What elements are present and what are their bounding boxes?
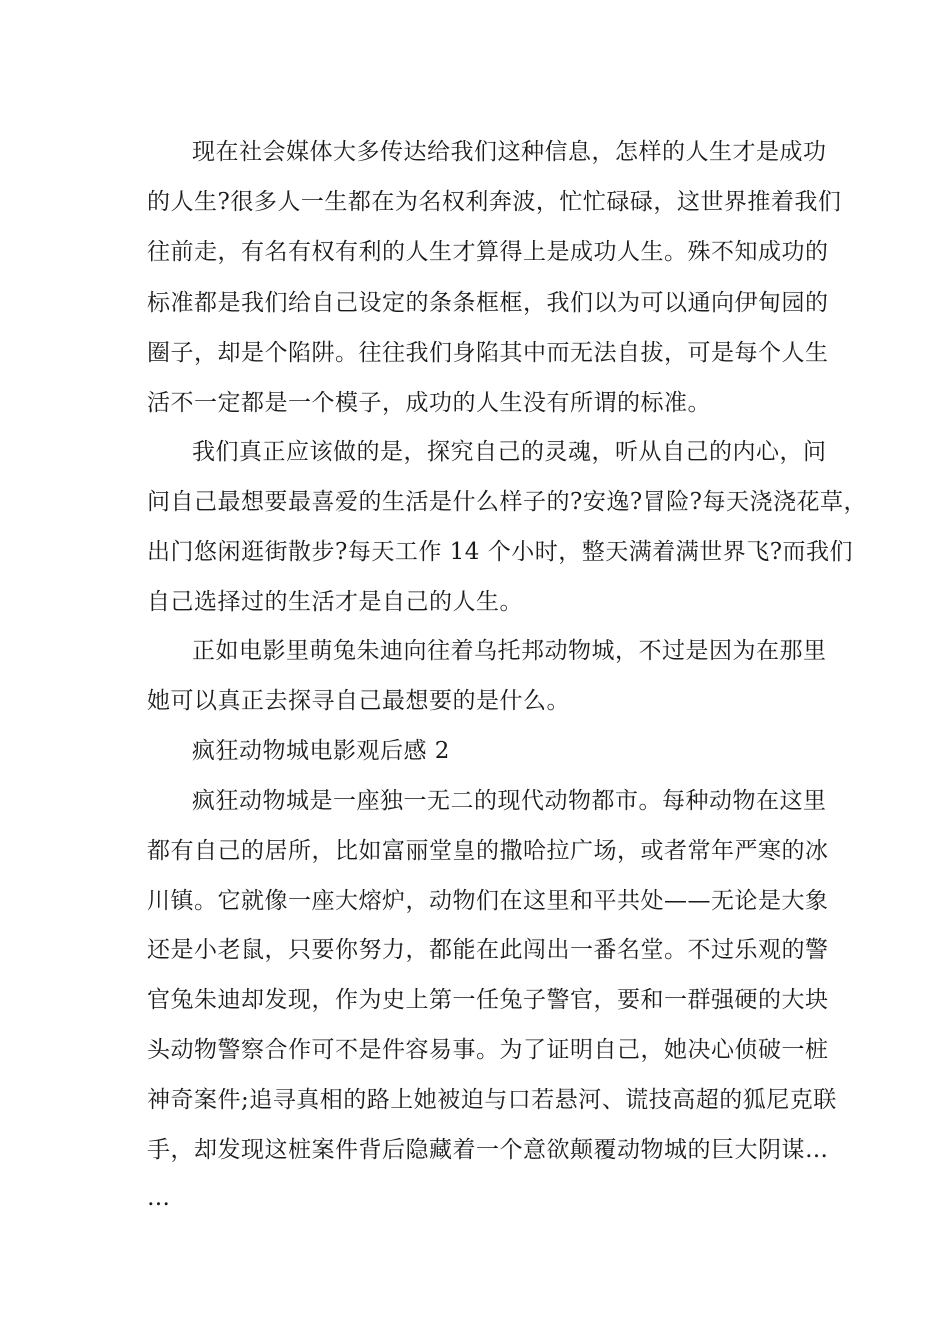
paragraph-line: 出门悠闲逛街散步?每天工作 14 个小时，整天满着满世界飞?而我们 bbox=[147, 539, 854, 565]
paragraph-line: 神奇案件;追寻真相的路上她被迫与口若悬河、谎技高超的狐尼克联 bbox=[147, 1087, 837, 1113]
paragraph-line: 往前走，有名有权有利的人生才算得上是成功人生。殊不知成功的 bbox=[147, 239, 829, 265]
paragraph-line: 疯狂动物城是一座独一无二的现代动物都市。每种动物在这里 bbox=[192, 788, 827, 814]
paragraph-line: … bbox=[147, 1185, 171, 1211]
paragraph-line: 活不一定都是一个模子，成功的人生没有所谓的标准。 bbox=[147, 390, 711, 416]
paragraph-line: 问自己最想要最喜爱的生活是什么样子的?安逸?冒险?每天浇浇花草， bbox=[147, 489, 867, 515]
paragraph-line: 手，却发现这桩案件背后隐藏着一个意欲颠覆动物城的巨大阴谋… bbox=[147, 1137, 829, 1163]
paragraph-line: 官兔朱迪却发现，作为史上第一任兔子警官，要和一群强硬的大块 bbox=[147, 987, 829, 1013]
section-heading: 疯狂动物城电影观后感 2 bbox=[192, 738, 450, 764]
paragraph-line: 正如电影里萌兔朱迪向往着乌托邦动物城，不过是因为在那里 bbox=[192, 638, 827, 664]
paragraph-line: 自己选择过的生活才是自己的人生。 bbox=[147, 589, 523, 615]
paragraph-line: 标准都是我们给自己设定的条条框框，我们以为可以通向伊甸园的 bbox=[147, 290, 829, 316]
paragraph-line: 头动物警察合作可不是件容易事。为了证明自己，她决心侦破一桩 bbox=[147, 1037, 829, 1063]
paragraph-line: 我们真正应该做的是，探究自己的灵魂，听从自己的内心，问 bbox=[192, 439, 827, 465]
paragraph-line: 的人生?很多人一生都在为名权利奔波，忙忙碌碌，这世界推着我们 bbox=[147, 189, 842, 215]
paragraph-line: 圈子，却是个陷阱。往往我们身陷其中而无法自拔，可是每个人生 bbox=[147, 340, 829, 366]
paragraph-line: 川镇。它就像一座大熔炉，动物们在这里和平共处——无论是大象 bbox=[147, 888, 829, 914]
paragraph-line: 都有自己的居所，比如富丽堂皇的撒哈拉广场，或者常年严寒的冰 bbox=[147, 838, 829, 864]
paragraph-line: 现在社会媒体大多传达给我们这种信息，怎样的人生才是成功 bbox=[192, 139, 827, 165]
paragraph-line: 还是小老鼠，只要你努力，都能在此闯出一番名堂。不过乐观的警 bbox=[147, 937, 829, 963]
paragraph-line: 她可以真正去探寻自己最想要的是什么。 bbox=[147, 688, 570, 714]
